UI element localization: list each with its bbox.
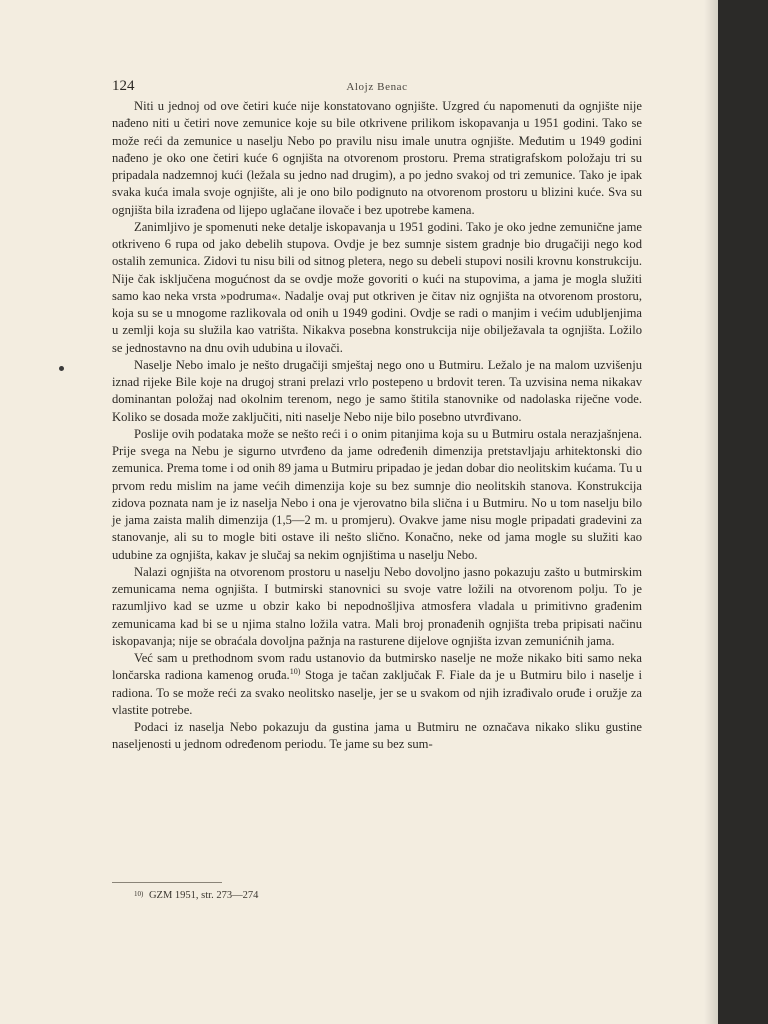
footnote-divider xyxy=(112,882,222,883)
margin-dot-mark xyxy=(59,366,64,371)
paragraph: Naselje Nebo imalo je nešto drugačiji smještaj nego ono u Butmiru. Ležalo je na malom uzvišenju iznad rijeke Bile koje na drugoj strani prelazi vrlo postepeno u brdovit teren. Ta uzvisina nema nikakav dominantan položaj nad okolnim terenom, nego je samo štitila stanovnike od nadolaska riječne vode. Koliko se dosada može zaključiti, niti naselje Nebo nije bilo posebno utvrđivano. xyxy=(112,357,642,424)
footnote-text: GZM 1951, str. 273—274 xyxy=(148,890,259,901)
paragraph: Zanimljivo je spomenuti neke detalje iskopavanja u 1951 godini. Tako je oko jedne zemunične jame otkriveno 6 rupa od jako debelih stupova. Ovdje je bez sumnje sistem gradnje bio drugačiji nego kod ostalih zemunica. Zidovi tu nisu bili od sitnog pletera, nego su debeli stupovi nosili krovnu konstrukciju. Nije čak isključena mogućnost da se ovdje može govoriti o kući na stupovima, a jama je mogla služiti samo kao neka vrsta »podruma«. Nadalje ovaj put otkriven je čitav niz ognjišta na otvorenom prostoru, koja su se u mnogome razlikovala od onih u 1949 godini. Ovdje se radi o manjim i većim udubljenjima u zemlji koja su služila kao vatrišta. Nikakva posebna konstrukcija nije obilježavala ta ognjišta. Ložilo se jednostavno na dnu ovih udubina u ilovači. xyxy=(112,219,642,355)
book-spine-shadow xyxy=(718,0,768,1024)
running-head-author: Alojz Benac xyxy=(346,81,408,93)
paragraph: Nalazi ognjišta na otvorenom prostoru u naselju Nebo dovoljno jasno pokazuju zašto u butmirskim zemunicama nema ognjišta. I butmirski stanovnici su svoje vatre ložili na otvorenom polju. To je razumljivo kad se uzme u obzir kako bi nepodnošljiva atmosfera vladala u primitivno građenim zemunicama kad bi se u njima stalno ložila vatra. Mali broj pronađenih ognjišta treba pripisati načinu iskopavanja; nije se obraćala dovoljna pažnja na rasturene dijelove ognjišta izvan zemunićnih jama. xyxy=(112,564,642,648)
page-header xyxy=(112,78,642,100)
footnote-reference: 10) xyxy=(289,667,301,677)
page-number: 124 xyxy=(112,78,135,94)
body-text xyxy=(112,98,642,754)
footnote-marker: 10) xyxy=(134,890,144,898)
paragraph: Niti u jednoj od ove četiri kuće nije konstatovano ognjište. Uzgred ću napomenuti da ognjište nije nađeno niti u četiri nove zemunice koje su bile otkrivene prilikom iskopavanja u 1951 godini. Tako se može reći da zemunice u naselju Nebo po pravilu nisu imale unutra ognjište. Međutim u 1949 godini nađeno je oko one četiri kuće 6 ognjišta na otvorenom prostoru. Prema stratigrafskom položaju tri su pripadala nadzemnoj kući (ležala su jedno nad drugim), a po jedno svakoj od tri zemunice. Tako je ipak svaka kuća imala svoje ognjište, ali je ono bilo podignuto na otvorenom prostoru u blizini kuće. Sva su ognjišta bila izrađena od lijepo uglačane ilovače i bez upotrebe kamena. xyxy=(112,99,642,217)
paragraph: Podaci iz naselja Nebo pokazuju da gustina jama u Butmiru ne označava nikako sliku gustine naseljenosti u jednom određenom periodu. Te jame su bez sum- xyxy=(112,720,642,752)
footnote xyxy=(134,890,534,901)
paragraph-with-footnote-ref: Već sam u prethodnom svom radu ustanovio da butmirsko naselje ne može nikako biti samo neka lončarska radiona kamenog oruđa.$^{10)}$ Stoga je tačan zaključak F. Fiale da je u Butmiru bilo i naselje i radiona. To se može reći za svako neolitsko naselje, jer se u svakom od njih izrađivalo oruđe i oružje za vlastite potrebe. xyxy=(112,651,642,717)
paragraph: Poslije ovih podataka može se nešto reći i o onim pitanjima koja su u Butmiru ostala nerazjašnjena. Prije svega na Nebu je sigurno utvrđeno da jame određenih dimenzija pretstavljaju arhitektonski dio zemunica. Prema tome i od onih 89 jama u Butmiru pripadao je jedan dobar dio neolitskim kućama. Tu u prvom redu mislim na jame većih dimenzija koje su bez sumnje dio neolitskih stanova. Konstrukcija zidova poznata nam je iz naselja Nebo i ona je vjerovatno bila slična i u Butmiru. No u tom naselju bilo je jama zaista malih dimenzija (1,5—2 m. u promjeru). Ovakve jame nisu mogle pripadati gradevini za stanovanje, ali su to mogle biti ostave ili nešto slično. Konačno, neke od jama mogle su služiti kao udubine za ognjišta, kakav je slučaj sa nekim ognjištima u naselju Nebo. xyxy=(112,426,642,562)
